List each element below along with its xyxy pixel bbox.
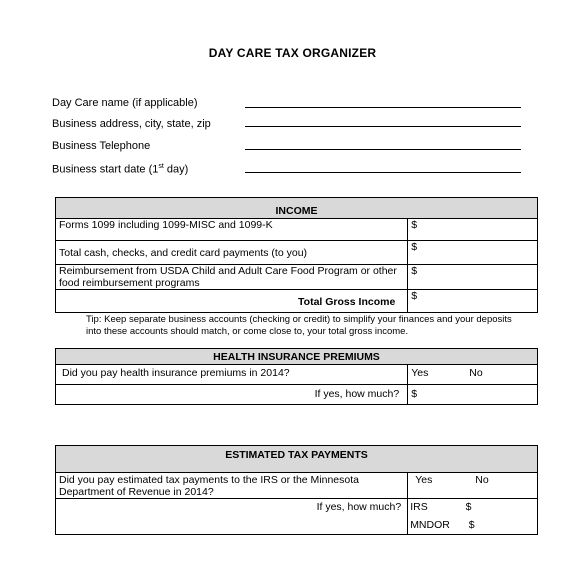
health-yes-option[interactable]: Yes: [411, 367, 429, 379]
income-row-amount[interactable]: $: [408, 219, 538, 241]
business-telephone-row: [52, 140, 532, 156]
income-row-label: Forms 1099 including 1099-MISC and 1099-K: [56, 219, 408, 241]
income-row-amount[interactable]: $: [408, 241, 538, 265]
health-insurance-yes-no: [408, 365, 538, 385]
irs-label: IRS: [410, 501, 428, 513]
business-address-field[interactable]: [245, 126, 521, 127]
mndor-label: MNDOR: [410, 519, 450, 531]
estimated-yes-option[interactable]: Yes: [415, 474, 433, 486]
total-gross-income-amount[interactable]: $: [408, 290, 538, 313]
business-telephone-field[interactable]: [245, 149, 521, 150]
day-care-name-field[interactable]: [245, 107, 521, 108]
income-header: INCOME: [56, 198, 538, 219]
day-care-name-label: Day Care name (if applicable): [52, 97, 198, 109]
estimated-tax-yes-no: [408, 473, 538, 499]
income-row-label: Total cash, checks, and credit card payments (to you): [56, 241, 408, 265]
business-telephone-label: Business Telephone: [52, 140, 151, 152]
business-start-date-label: Business start date (1st day): [52, 163, 189, 176]
irs-amount-field[interactable]: $: [465, 501, 472, 513]
estimated-no-option[interactable]: No: [475, 474, 489, 486]
business-start-date-row: [52, 163, 532, 179]
health-insurance-question: Did you pay health insurance premiums in 2014?: [56, 365, 408, 385]
health-insurance-header: HEALTH INSURANCE PREMIUMS: [56, 349, 538, 365]
health-amount-field[interactable]: $: [408, 385, 538, 405]
page-title: DAY CARE TAX ORGANIZER: [208, 46, 377, 60]
day-care-name-row: [52, 97, 532, 113]
income-table: [55, 197, 538, 313]
business-address-row: [52, 118, 532, 134]
health-insurance-table: [55, 348, 538, 405]
mndor-amount-field[interactable]: $: [468, 519, 475, 531]
health-no-option[interactable]: No: [469, 367, 483, 379]
health-followup-label: If yes, how much?: [56, 385, 408, 405]
estimated-followup-label: If yes, how much?: [56, 499, 408, 535]
income-row-label: Reimbursement from USDA Child and Adult Care Food Program or other food reimbursement programs: [56, 265, 408, 290]
business-start-date-field[interactable]: [245, 172, 521, 173]
total-gross-income-label: Total Gross Income: [56, 290, 408, 313]
estimated-tax-header: ESTIMATED TAX PAYMENTS: [56, 446, 538, 473]
estimated-tax-table: [55, 445, 538, 535]
business-address-label: Business address, city, state, zip: [52, 118, 211, 130]
estimated-tax-question: Did you pay estimated tax payments to the IRS or the Minnesota Department of Revenue in 2014?: [56, 473, 408, 499]
income-row-amount[interactable]: $: [408, 265, 538, 290]
estimated-amounts: [408, 499, 538, 535]
tip-text: Tip: Keep separate business accounts (checking or credit) to simplify your finances and your deposits into these accounts should match, or come close to, your total gross income.: [86, 314, 512, 337]
